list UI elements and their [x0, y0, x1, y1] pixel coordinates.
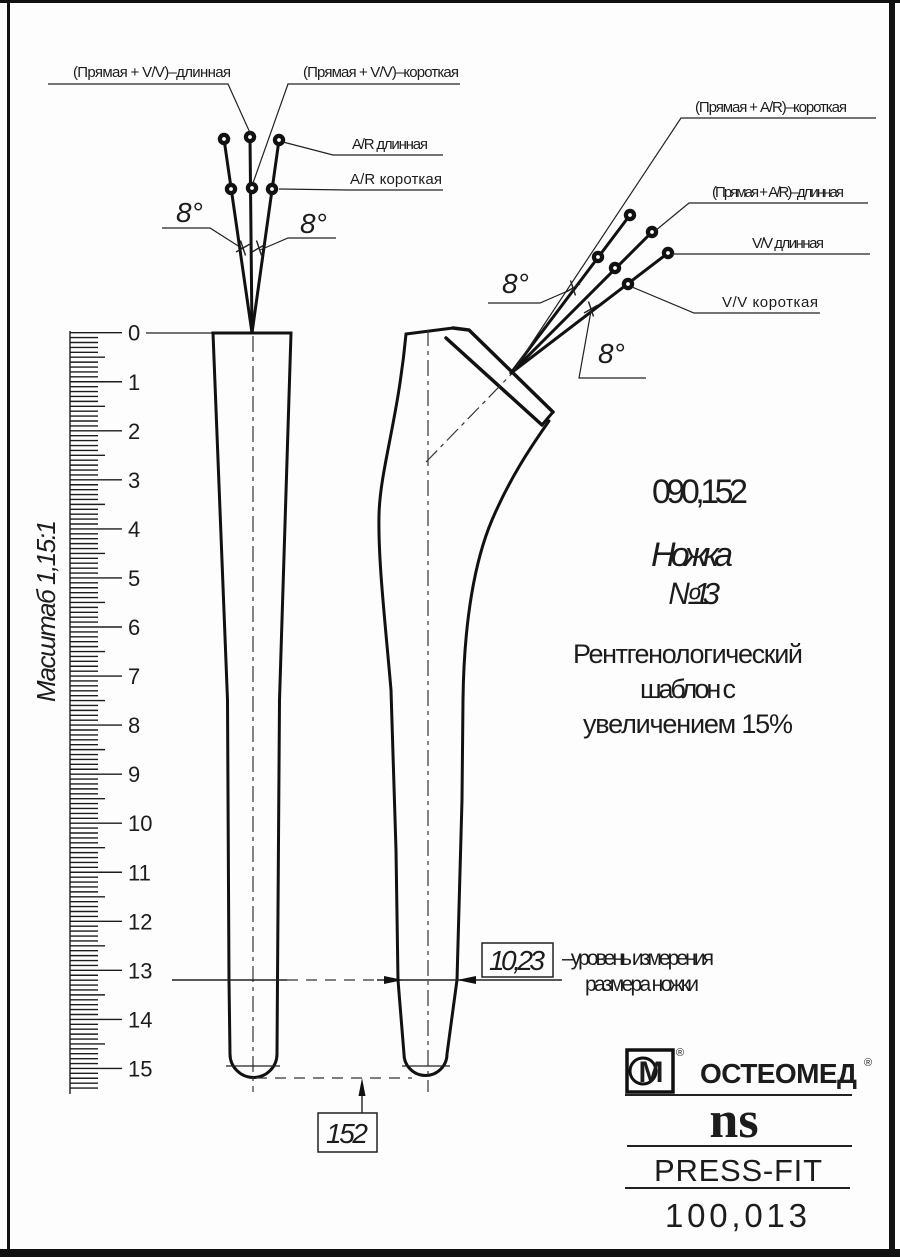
fan-markers [218, 131, 674, 290]
angle-label: 8° [598, 338, 625, 369]
width-value: 10,23 [489, 945, 545, 976]
title-block [625, 1047, 872, 1234]
ruler-number: 2 [128, 418, 141, 444]
ruler-number: 7 [128, 664, 141, 690]
left-figure-callouts [48, 64, 460, 250]
info-code: 090,152 [652, 473, 748, 511]
ruler-numbers [128, 321, 152, 1082]
ruler-scale-label: Масштаб 1,15:1 [31, 520, 61, 702]
left-stem [213, 333, 291, 1092]
arrowhead-right [384, 976, 403, 984]
angle-label: 8° [502, 268, 529, 299]
callout-straight-vv-long: (Прямая + V/V)–длинная [73, 64, 231, 81]
ruler-number: 11 [128, 860, 151, 886]
info-desc-line-2: шаблон с [640, 674, 736, 704]
leader-line [253, 84, 460, 183]
title-block-code: 100,013 [665, 1197, 807, 1234]
info-part-number: №13 [668, 576, 720, 611]
callout-straight-vv-short: (Прямая + V/V)–короткая [303, 64, 459, 81]
width-note-line-2: размера ножки [585, 973, 699, 996]
ruler-number: 4 [128, 516, 141, 542]
registered-icon: ® [864, 1057, 873, 1069]
ruler-ticks [70, 333, 122, 1088]
length-value: 152 [326, 1118, 368, 1149]
callout-ar-long: A/R длинная [352, 136, 428, 153]
brand-name: ОСТЕОМЕД [700, 1058, 858, 1089]
ruler-number: 5 [128, 565, 141, 591]
leader-line [279, 189, 443, 190]
callout-vv-long: V/V длинная [752, 235, 824, 252]
osteomed-logo-icon [627, 1047, 684, 1092]
monogram-letter: М [638, 1056, 664, 1089]
info-desc-line-1: Рентгенологический [573, 639, 803, 669]
info-block [573, 473, 803, 739]
angle-tick-marks [236, 241, 598, 317]
callout-vv-short: V/V короткая [722, 294, 818, 311]
left-fan-lines [224, 137, 279, 333]
angle-leader [488, 290, 570, 303]
ruler-number: 12 [128, 909, 153, 935]
leader-line [655, 203, 868, 231]
info-desc-line-3: увеличением 15% [583, 709, 793, 739]
length-dimension [256, 1078, 412, 1152]
info-part-name: Ножка [651, 536, 733, 574]
ruler-number: 10 [128, 811, 153, 837]
callout-ar-short: A/R короткая [350, 171, 442, 188]
ruler-number: 14 [128, 1007, 153, 1033]
ruler-number: 1 [128, 369, 141, 395]
right-fan-lines [511, 215, 668, 373]
ruler-number: 9 [128, 762, 141, 788]
arrowhead-up [359, 1078, 366, 1096]
right-stem-shoulder [406, 328, 453, 334]
product-line: PRESS-FIT [654, 1153, 822, 1188]
series-name: ns [709, 1092, 759, 1149]
left-stem-outline [213, 333, 291, 1078]
neck-resection-band [446, 328, 553, 425]
ruler-number: 3 [128, 467, 141, 493]
angle-label: 8° [300, 208, 327, 239]
ruler-number: 8 [128, 713, 141, 739]
width-note-line-1: –уровень измерения [562, 947, 714, 970]
angle-label: 8° [176, 197, 203, 228]
angle-leader [260, 238, 336, 250]
ruler-number: 6 [128, 615, 141, 640]
ruler-number: 15 [128, 1056, 153, 1082]
callout-straight-ar-long: (Прямая + A/R)–длинная [712, 184, 844, 201]
angle-leader [162, 228, 243, 249]
arrowhead-left [457, 976, 476, 984]
callout-straight-ar-short: (Прямая + A/R)–короткая [695, 99, 847, 116]
ruler [31, 321, 212, 1094]
leader-line [48, 84, 251, 135]
ruler-number: 13 [128, 958, 153, 984]
registered-icon: ® [676, 1047, 685, 1059]
ruler-number: 0 [128, 320, 141, 346]
